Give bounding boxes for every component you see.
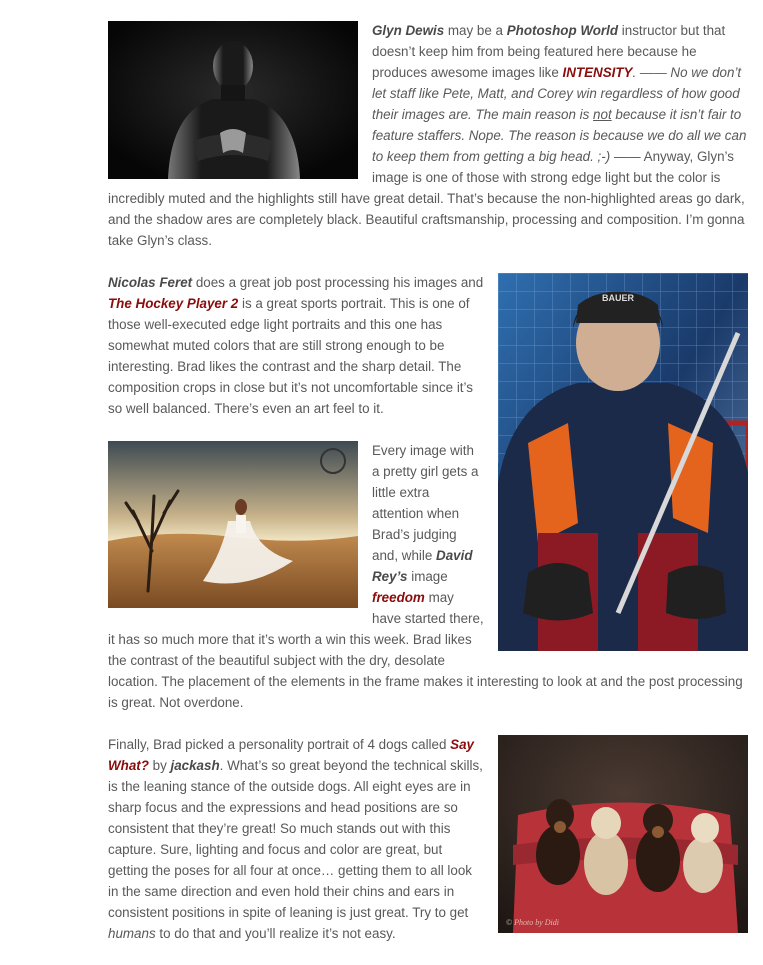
paragraph-glyn-dewis: Glyn Dewis may be a Photoshop World instructor but that doesn’t keep him from being featured here because he produces awesome images like INTENSITY. —— No we don’t let staff like Pete, Matt, and Corey win regardless of how good their images are. The main reason is not because it isn’t fair to feature staffers. Nope. The reason is because we do all we can to keep them from getting a big head. ;-) —— Anyway, Glyn’s image is one of those with strong edge light but the color is incredibly muted and the highlights still have great detail. That’s because the non-highlighted areas go dark, and the shadow ares are completely black. Beautiful craftsmanship, processing and composition. I’m gonna take Glyn’s class. — [108, 23, 747, 248]
photographer-name: David Rey’s — [372, 548, 473, 584]
freedom-image — [108, 441, 358, 608]
svg-text:BAUER: BAUER — [602, 293, 635, 303]
freedom-link[interactable]: freedom — [372, 590, 425, 605]
svg-text:© Photo by Didi: © Photo by Didi — [506, 918, 559, 927]
intensity-photo[interactable] — [108, 21, 358, 179]
photographer-name: Nicolas Feret — [108, 275, 193, 290]
intensity-link[interactable]: INTENSITY — [562, 65, 633, 80]
photographer-name: Glyn Dewis — [372, 23, 445, 38]
paragraph-nicolas-feret: BAUER Nicolas Feret does a great job post processing his images and The Hockey Player 2 is a great sports portrait. This is one of those well-executed edge light portraits and this one has somewhat muted colors that are still strong enough to be interesting. Brad likes the contrast and the sharp detail. The composition crops in close but it’s not uncomfortable since it’s so well balanced. There’s even an art feel to it. — [108, 272, 748, 419]
event-name: Photoshop World — [506, 23, 619, 38]
say-what-link[interactable]: Say What? — [108, 737, 474, 773]
photographer-name: jackash — [170, 758, 220, 773]
freedom-photo[interactable] — [108, 441, 358, 608]
paragraph-jackash: © Photo by Didi Finally, Brad picked a personality portrait of 4 dogs called Say What? by jackash. What’s so great beyond the technical skills, is the leaning stance of the outside dogs. All eight eyes are in sharp focus and the expressions and head positions are so consistent that they’re great! So much stands out with this capture. Sure, lighting and focus and color are great, but getting the poses for all four at once… getting them to all look in the same direction and even hold their chins and ears in consistent positions in spite of leaning is just great. Try to get humans to do that and you’ll realize it’s not easy. — [108, 734, 748, 944]
paragraph-david-rey: Every image with a pretty girl gets a little extra attention when Brad’s judging and, while David Rey’s image freedom may have started there, it has so much more that it’s worth a win this week. Brad likes the contrast of the beautiful subject with the dry, desolate location. The placement of the elements in the frame makes it interesting to look at and the post processing is great. Not overdone. — [108, 443, 743, 710]
article-body — [108, 20, 748, 965]
hockey-player-photo[interactable] — [498, 273, 748, 651]
hockey-player-link[interactable]: The Hockey Player 2 — [108, 296, 239, 311]
say-what-image — [498, 735, 748, 933]
say-what-photo[interactable] — [498, 735, 748, 933]
intensity-image — [108, 21, 358, 179]
hockey-player-image — [498, 273, 748, 651]
